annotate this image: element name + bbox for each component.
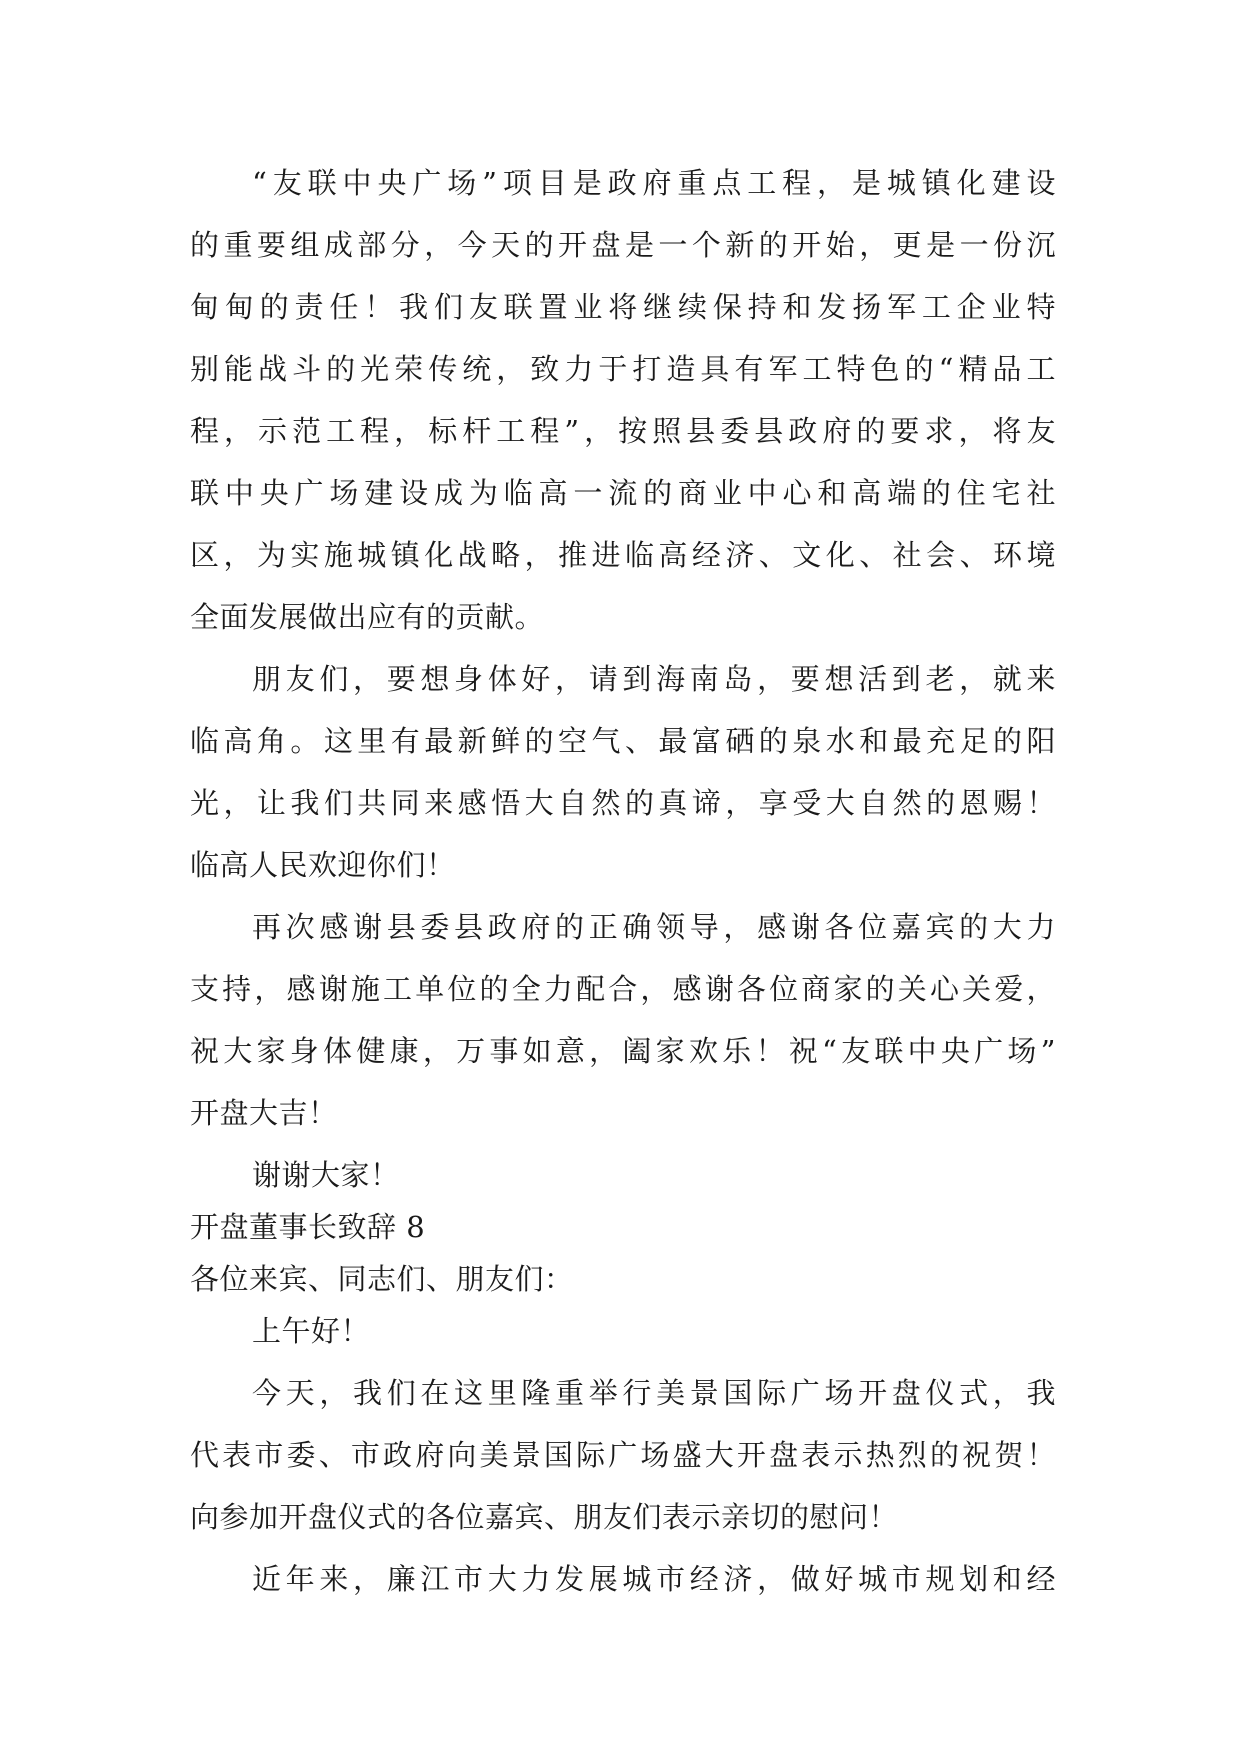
- text-line: 别能战斗的光荣传统，致力于打造具有军工特色的“精品工: [190, 352, 1056, 386]
- text-line: 今天，我们在这里隆重举行美景国际广场开盘仪式，我: [252, 1376, 1056, 1410]
- text-line: 上午好！: [252, 1314, 371, 1348]
- text-line: 朋友们，要想身体好，请到海南岛，要想活到老，就来: [252, 662, 1056, 696]
- text-line: 光，让我们共同来感悟大自然的真谛，享受大自然的恩赐！: [190, 786, 1056, 820]
- text-line: 的重要组成部分，今天的开盘是一个新的开始，更是一份沉: [190, 228, 1056, 262]
- section-heading: 开盘董事长致辞 8: [190, 1210, 426, 1244]
- text-line: “友联中央广场”项目是政府重点工程，是城镇化建设: [252, 166, 1056, 200]
- text-line: 再次感谢县委县政府的正确领导，感谢各位嘉宾的大力: [252, 910, 1056, 944]
- text-line: 区，为实施城镇化战略，推进临高经济、文化、社会、环境: [190, 538, 1056, 572]
- text-line: 向参加开盘仪式的各位嘉宾、朋友们表示亲切的慰问！: [190, 1500, 899, 1534]
- text-line: 临高人民欢迎你们！: [190, 848, 456, 882]
- text-line: 联中央广场建设成为临高一流的商业中心和高端的住宅社: [190, 476, 1056, 510]
- text-line: 支持，感谢施工单位的全力配合，感谢各位商家的关心关爱，: [190, 972, 1056, 1006]
- text-line: 全面发展做出应有的贡献。: [190, 600, 545, 634]
- text-line: 祝大家身体健康，万事如意，阖家欢乐！祝“友联中央广场”: [190, 1034, 1056, 1068]
- text-line: 甸甸的责任！我们友联置业将继续保持和发扬军工企业特: [190, 290, 1056, 324]
- text-line: 临高角。这里有最新鲜的空气、最富硒的泉水和最充足的阳: [190, 724, 1056, 758]
- text-line: 谢谢大家！: [252, 1158, 400, 1192]
- text-line: 近年来，廉江市大力发展城市经济，做好城市规划和经: [252, 1562, 1056, 1596]
- text-line: 开盘大吉！: [190, 1096, 338, 1130]
- text-line: 程，示范工程，标杆工程”，按照县委县政府的要求，将友: [190, 414, 1056, 448]
- text-line: 代表市委、市政府向美景国际广场盛大开盘表示热烈的祝贺！: [190, 1438, 1056, 1472]
- salutation: 各位来宾、同志们、朋友们：: [190, 1262, 574, 1296]
